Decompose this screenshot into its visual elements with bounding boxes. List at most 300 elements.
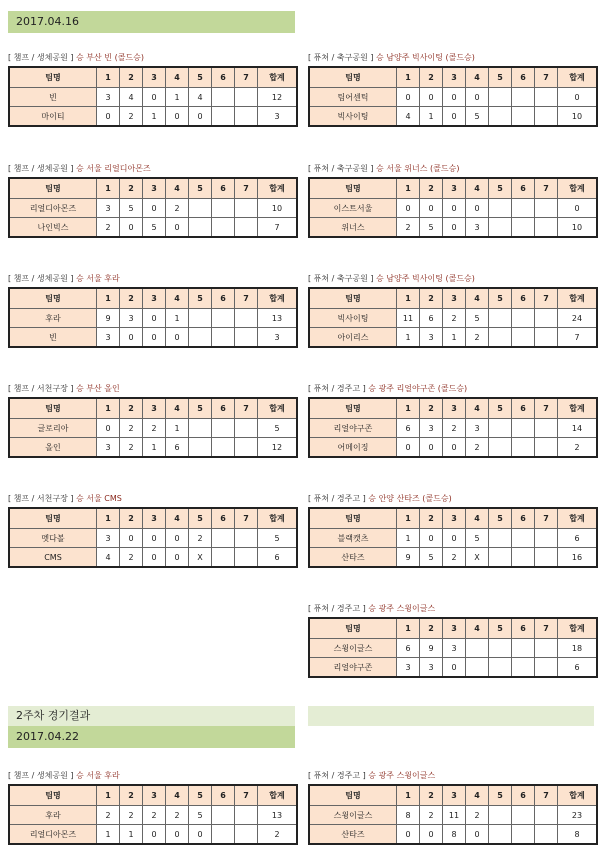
header-inning-4: 4: [466, 67, 489, 88]
inning-score: 0: [420, 529, 443, 548]
inning-score: 5: [189, 806, 212, 825]
scoreboard-header-row: [9, 67, 297, 88]
team-name: 스윙이글스: [309, 639, 397, 658]
inning-score: 5: [420, 548, 443, 568]
inning-score: 0: [189, 825, 212, 845]
header-inning-4: 4: [166, 508, 189, 529]
inning-score: [489, 548, 512, 568]
total-score: 18: [558, 639, 598, 658]
inning-score: [512, 529, 535, 548]
header-inning-5: 5: [189, 785, 212, 806]
inning-score: [535, 438, 558, 458]
team-score-row: [309, 639, 597, 658]
header-inning-3: 3: [143, 785, 166, 806]
header-inning-4: 4: [166, 178, 189, 199]
scoreboard-table: [308, 507, 598, 568]
scoreboard-table: [308, 66, 598, 127]
inning-score: 2: [120, 806, 143, 825]
header-inning-1: 1: [97, 178, 120, 199]
date-header-second: 2017.04.22: [8, 726, 295, 748]
header-inning-7: 7: [535, 508, 558, 529]
team-score-row: [309, 529, 597, 548]
total-score: 13: [258, 806, 298, 825]
inning-score: 2: [120, 107, 143, 127]
inning-score: 6: [397, 639, 420, 658]
inning-score: 2: [143, 419, 166, 438]
inning-score: [535, 825, 558, 845]
inning-score: 2: [443, 309, 466, 328]
game-result-text: 승 남양주 빅사이팅 (콜드승): [376, 274, 475, 283]
header-inning-5: 5: [189, 508, 212, 529]
team-name: 마이티: [9, 107, 97, 127]
inning-score: 2: [120, 419, 143, 438]
inning-score: 3: [397, 658, 420, 678]
total-score: 14: [558, 419, 598, 438]
inning-score: [535, 529, 558, 548]
inning-score: 6: [420, 309, 443, 328]
inning-score: 0: [443, 658, 466, 678]
game-title: [8, 273, 294, 284]
inning-score: 0: [143, 199, 166, 218]
inning-score: 5: [143, 218, 166, 238]
header-team: 팀명: [9, 67, 97, 88]
header-inning-3: 3: [443, 785, 466, 806]
header-inning-7: 7: [235, 398, 258, 419]
header-team: 팀명: [9, 398, 97, 419]
inning-score: 1: [97, 825, 120, 845]
team-name: 빅사이팅: [309, 309, 397, 328]
header-inning-7: 7: [235, 288, 258, 309]
scoreboard-table: [308, 617, 598, 678]
inning-score: 6: [397, 419, 420, 438]
inning-score: 1: [166, 309, 189, 328]
game-title: [308, 383, 594, 394]
header-inning-3: 3: [143, 178, 166, 199]
inning-score: [489, 658, 512, 678]
inning-score: [235, 825, 258, 845]
inning-score: [489, 825, 512, 845]
header-inning-5: 5: [489, 618, 512, 639]
header-total: 합계: [258, 288, 298, 309]
game-result-block: [8, 493, 294, 568]
league-venue-tag: [ 퓨쳐 / 경주고 ]: [308, 494, 366, 503]
inning-score: [235, 548, 258, 568]
inning-score: [512, 806, 535, 825]
scoreboard-header-row: [309, 288, 597, 309]
inning-score: 0: [166, 328, 189, 348]
header-team: 팀명: [9, 785, 97, 806]
inning-score: 2: [466, 328, 489, 348]
team-score-row: [309, 806, 597, 825]
total-score: 24: [558, 309, 598, 328]
inning-score: 0: [166, 218, 189, 238]
inning-score: 0: [466, 199, 489, 218]
week2-heading: 2주차 경기결과: [8, 706, 295, 726]
team-score-row: [309, 309, 597, 328]
inning-score: 9: [397, 548, 420, 568]
team-score-row: [9, 218, 297, 238]
inning-score: [189, 438, 212, 458]
scoreboard-header-row: [309, 67, 597, 88]
header-inning-4: 4: [166, 785, 189, 806]
header-inning-2: 2: [120, 67, 143, 88]
league-venue-tag: [ 챔프 / 생체공원 ]: [8, 164, 74, 173]
inning-score: 3: [97, 438, 120, 458]
inning-score: [212, 825, 235, 845]
total-score: 13: [258, 309, 298, 328]
inning-score: 0: [397, 825, 420, 845]
game-result-block: [8, 163, 294, 238]
inning-score: [489, 529, 512, 548]
header-inning-3: 3: [443, 67, 466, 88]
team-name: 팀어센틱: [309, 88, 397, 107]
inning-score: 0: [143, 825, 166, 845]
header-inning-4: 4: [466, 178, 489, 199]
header-total: 합계: [558, 288, 598, 309]
inning-score: 0: [143, 328, 166, 348]
game-title: [308, 770, 594, 781]
total-score: 3: [258, 107, 298, 127]
inning-score: [489, 639, 512, 658]
team-score-row: [9, 825, 297, 845]
game-result-block: [308, 273, 594, 348]
inning-score: 3: [420, 658, 443, 678]
inning-score: [489, 218, 512, 238]
inning-score: [512, 419, 535, 438]
inning-score: 11: [443, 806, 466, 825]
header-team: 팀명: [309, 398, 397, 419]
inning-score: [489, 88, 512, 107]
game-result-block: [8, 383, 294, 458]
game-title: [8, 493, 294, 504]
header-inning-5: 5: [489, 178, 512, 199]
inning-score: [212, 548, 235, 568]
header-total: 합계: [558, 398, 598, 419]
header-inning-4: 4: [466, 288, 489, 309]
header-team: 팀명: [309, 178, 397, 199]
header-inning-7: 7: [535, 178, 558, 199]
header-inning-6: 6: [512, 67, 535, 88]
inning-score: [512, 328, 535, 348]
inning-score: 1: [120, 825, 143, 845]
game-result-text: 승 부산 올인: [76, 384, 120, 393]
header-inning-2: 2: [120, 288, 143, 309]
team-name: 산타즈: [309, 825, 397, 845]
inning-score: 0: [97, 107, 120, 127]
game-result-text: 승 부산 빈 (콜드승): [76, 53, 144, 62]
header-total: 합계: [258, 398, 298, 419]
game-result-block: [308, 52, 594, 127]
inning-score: 0: [397, 438, 420, 458]
header-total: 합계: [558, 67, 598, 88]
team-score-row: [309, 107, 597, 127]
team-name: 아이리스: [309, 328, 397, 348]
team-name: 산타즈: [309, 548, 397, 568]
team-score-row: [9, 548, 297, 568]
header-inning-5: 5: [189, 288, 212, 309]
scoreboard-table: [8, 177, 298, 238]
inning-score: [535, 806, 558, 825]
total-score: 10: [558, 107, 598, 127]
header-inning-6: 6: [512, 178, 535, 199]
league-venue-tag: [ 챔프 / 생체공원 ]: [8, 53, 74, 62]
team-score-row: [9, 806, 297, 825]
inning-score: [512, 658, 535, 678]
inning-score: [512, 548, 535, 568]
inning-score: [189, 328, 212, 348]
inning-score: 1: [166, 419, 189, 438]
team-name: 리얼야구존: [309, 419, 397, 438]
header-total: 합계: [558, 618, 598, 639]
header-inning-5: 5: [489, 398, 512, 419]
inning-score: [512, 107, 535, 127]
inning-score: 0: [120, 328, 143, 348]
header-inning-4: 4: [466, 785, 489, 806]
inning-score: 3: [420, 419, 443, 438]
inning-score: 2: [189, 529, 212, 548]
inning-score: [489, 438, 512, 458]
inning-score: 3: [97, 328, 120, 348]
inning-score: [466, 639, 489, 658]
inning-score: 2: [166, 806, 189, 825]
inning-score: 0: [120, 218, 143, 238]
scoreboard-header-row: [309, 785, 597, 806]
inning-score: [212, 438, 235, 458]
header-inning-7: 7: [535, 618, 558, 639]
header-inning-2: 2: [120, 178, 143, 199]
inning-score: [212, 107, 235, 127]
league-venue-tag: [ 퓨쳐 / 경주고 ]: [308, 771, 366, 780]
header-inning-2: 2: [420, 618, 443, 639]
inning-score: [235, 107, 258, 127]
header-inning-4: 4: [466, 508, 489, 529]
total-score: 5: [258, 419, 298, 438]
total-score: 7: [558, 328, 598, 348]
inning-score: 0: [420, 438, 443, 458]
header-inning-2: 2: [120, 785, 143, 806]
inning-score: [235, 419, 258, 438]
header-inning-3: 3: [443, 508, 466, 529]
header-inning-6: 6: [512, 398, 535, 419]
league-venue-tag: [ 챔프 / 서천구장 ]: [8, 384, 74, 393]
header-inning-1: 1: [397, 398, 420, 419]
inning-score: 0: [189, 107, 212, 127]
header-inning-6: 6: [512, 288, 535, 309]
inning-score: [212, 88, 235, 107]
game-result-block: [8, 52, 294, 127]
inning-score: X: [189, 548, 212, 568]
header-inning-2: 2: [420, 67, 443, 88]
header-inning-2: 2: [120, 398, 143, 419]
header-total: 합계: [258, 67, 298, 88]
inning-score: [235, 199, 258, 218]
total-score: 2: [258, 825, 298, 845]
header-inning-3: 3: [143, 288, 166, 309]
inning-score: [535, 88, 558, 107]
team-score-row: [309, 88, 597, 107]
header-inning-7: 7: [235, 508, 258, 529]
inning-score: [489, 806, 512, 825]
league-venue-tag: [ 챔프 / 생체공원 ]: [8, 771, 74, 780]
inning-score: [489, 199, 512, 218]
team-score-row: [309, 328, 597, 348]
total-score: 0: [558, 199, 598, 218]
inning-score: 6: [166, 438, 189, 458]
inning-score: 8: [443, 825, 466, 845]
header-inning-2: 2: [420, 508, 443, 529]
team-name: 리얼야구존: [309, 658, 397, 678]
header-inning-6: 6: [212, 785, 235, 806]
inning-score: [535, 218, 558, 238]
header-inning-2: 2: [420, 178, 443, 199]
game-title: [8, 770, 294, 781]
inning-score: [466, 658, 489, 678]
game-result-text: 승 안양 산타즈 (콜드승): [368, 494, 452, 503]
header-inning-1: 1: [397, 178, 420, 199]
team-score-row: [309, 825, 597, 845]
game-result-text: 승 광주 스윙이글스: [368, 604, 436, 613]
inning-score: 5: [120, 199, 143, 218]
header-team: 팀명: [309, 288, 397, 309]
game-result-block: [308, 493, 594, 568]
inning-score: 4: [397, 107, 420, 127]
header-inning-4: 4: [466, 618, 489, 639]
inning-score: [535, 639, 558, 658]
header-inning-6: 6: [512, 618, 535, 639]
inning-score: 2: [143, 806, 166, 825]
inning-score: [512, 309, 535, 328]
team-score-row: [309, 438, 597, 458]
header-inning-7: 7: [235, 67, 258, 88]
header-inning-6: 6: [212, 508, 235, 529]
game-result-block: [8, 273, 294, 348]
header-inning-1: 1: [97, 288, 120, 309]
header-inning-3: 3: [443, 178, 466, 199]
inning-score: 2: [166, 199, 189, 218]
header-inning-3: 3: [143, 67, 166, 88]
team-score-row: [309, 419, 597, 438]
total-score: 10: [258, 199, 298, 218]
game-result-block: [308, 770, 594, 845]
inning-score: 2: [420, 806, 443, 825]
header-total: 합계: [258, 178, 298, 199]
inning-score: [512, 639, 535, 658]
inning-score: 0: [443, 218, 466, 238]
header-inning-6: 6: [212, 67, 235, 88]
header-total: 합계: [258, 785, 298, 806]
header-inning-6: 6: [512, 785, 535, 806]
team-name: 후라: [9, 309, 97, 328]
team-name: 나인빅스: [9, 218, 97, 238]
inning-score: [235, 806, 258, 825]
inning-score: [535, 328, 558, 348]
game-title: [308, 603, 594, 614]
total-score: 12: [258, 438, 298, 458]
inning-score: 2: [466, 438, 489, 458]
header-inning-6: 6: [212, 288, 235, 309]
inning-score: 4: [97, 548, 120, 568]
inning-score: 0: [466, 825, 489, 845]
header-inning-1: 1: [97, 785, 120, 806]
header-inning-4: 4: [466, 398, 489, 419]
header-inning-5: 5: [189, 178, 212, 199]
inning-score: 9: [97, 309, 120, 328]
header-inning-7: 7: [535, 785, 558, 806]
team-score-row: [9, 199, 297, 218]
total-score: 6: [558, 529, 598, 548]
date-header-first: 2017.04.16: [8, 11, 295, 33]
game-result-text: 승 서울 위너스 (콜드승): [376, 164, 460, 173]
header-inning-4: 4: [166, 398, 189, 419]
week2-heading-blank: [308, 706, 594, 726]
scoreboard-table: [8, 287, 298, 348]
inning-score: 0: [443, 438, 466, 458]
inning-score: 5: [466, 309, 489, 328]
header-inning-1: 1: [397, 67, 420, 88]
inning-score: [512, 218, 535, 238]
inning-score: 0: [143, 88, 166, 107]
inning-score: 3: [420, 328, 443, 348]
inning-score: 9: [420, 639, 443, 658]
game-title: [308, 163, 594, 174]
header-total: 합계: [558, 508, 598, 529]
team-name: 리얼디아몬즈: [9, 825, 97, 845]
scoreboard-table: [308, 784, 598, 845]
inning-score: 3: [97, 529, 120, 548]
header-inning-4: 4: [166, 67, 189, 88]
inning-score: 0: [466, 88, 489, 107]
team-name: 빈: [9, 88, 97, 107]
header-inning-5: 5: [489, 67, 512, 88]
inning-score: 1: [143, 107, 166, 127]
game-title: [308, 273, 594, 284]
inning-score: [189, 309, 212, 328]
header-inning-3: 3: [443, 288, 466, 309]
inning-score: 0: [143, 309, 166, 328]
header-inning-7: 7: [235, 178, 258, 199]
team-name: 어메이징: [309, 438, 397, 458]
inning-score: [535, 658, 558, 678]
inning-score: 0: [420, 88, 443, 107]
header-inning-7: 7: [535, 67, 558, 88]
team-score-row: [309, 548, 597, 568]
team-score-row: [9, 419, 297, 438]
inning-score: 2: [443, 548, 466, 568]
team-name: CMS: [9, 548, 97, 568]
team-score-row: [309, 658, 597, 678]
game-result-block: [308, 603, 594, 678]
inning-score: 0: [166, 548, 189, 568]
header-inning-5: 5: [489, 508, 512, 529]
inning-score: 2: [443, 419, 466, 438]
inning-score: 2: [97, 806, 120, 825]
inning-score: 1: [166, 88, 189, 107]
team-name: 위너스: [309, 218, 397, 238]
inning-score: [535, 199, 558, 218]
header-team: 팀명: [9, 288, 97, 309]
team-name: 빅사이팅: [309, 107, 397, 127]
inning-score: 2: [120, 438, 143, 458]
inning-score: 4: [189, 88, 212, 107]
inning-score: [235, 218, 258, 238]
inning-score: [212, 419, 235, 438]
header-inning-6: 6: [512, 508, 535, 529]
team-score-row: [9, 328, 297, 348]
header-inning-1: 1: [97, 508, 120, 529]
team-name: 스윙이글스: [309, 806, 397, 825]
header-inning-3: 3: [143, 398, 166, 419]
team-name: 리얼디아몬즈: [9, 199, 97, 218]
